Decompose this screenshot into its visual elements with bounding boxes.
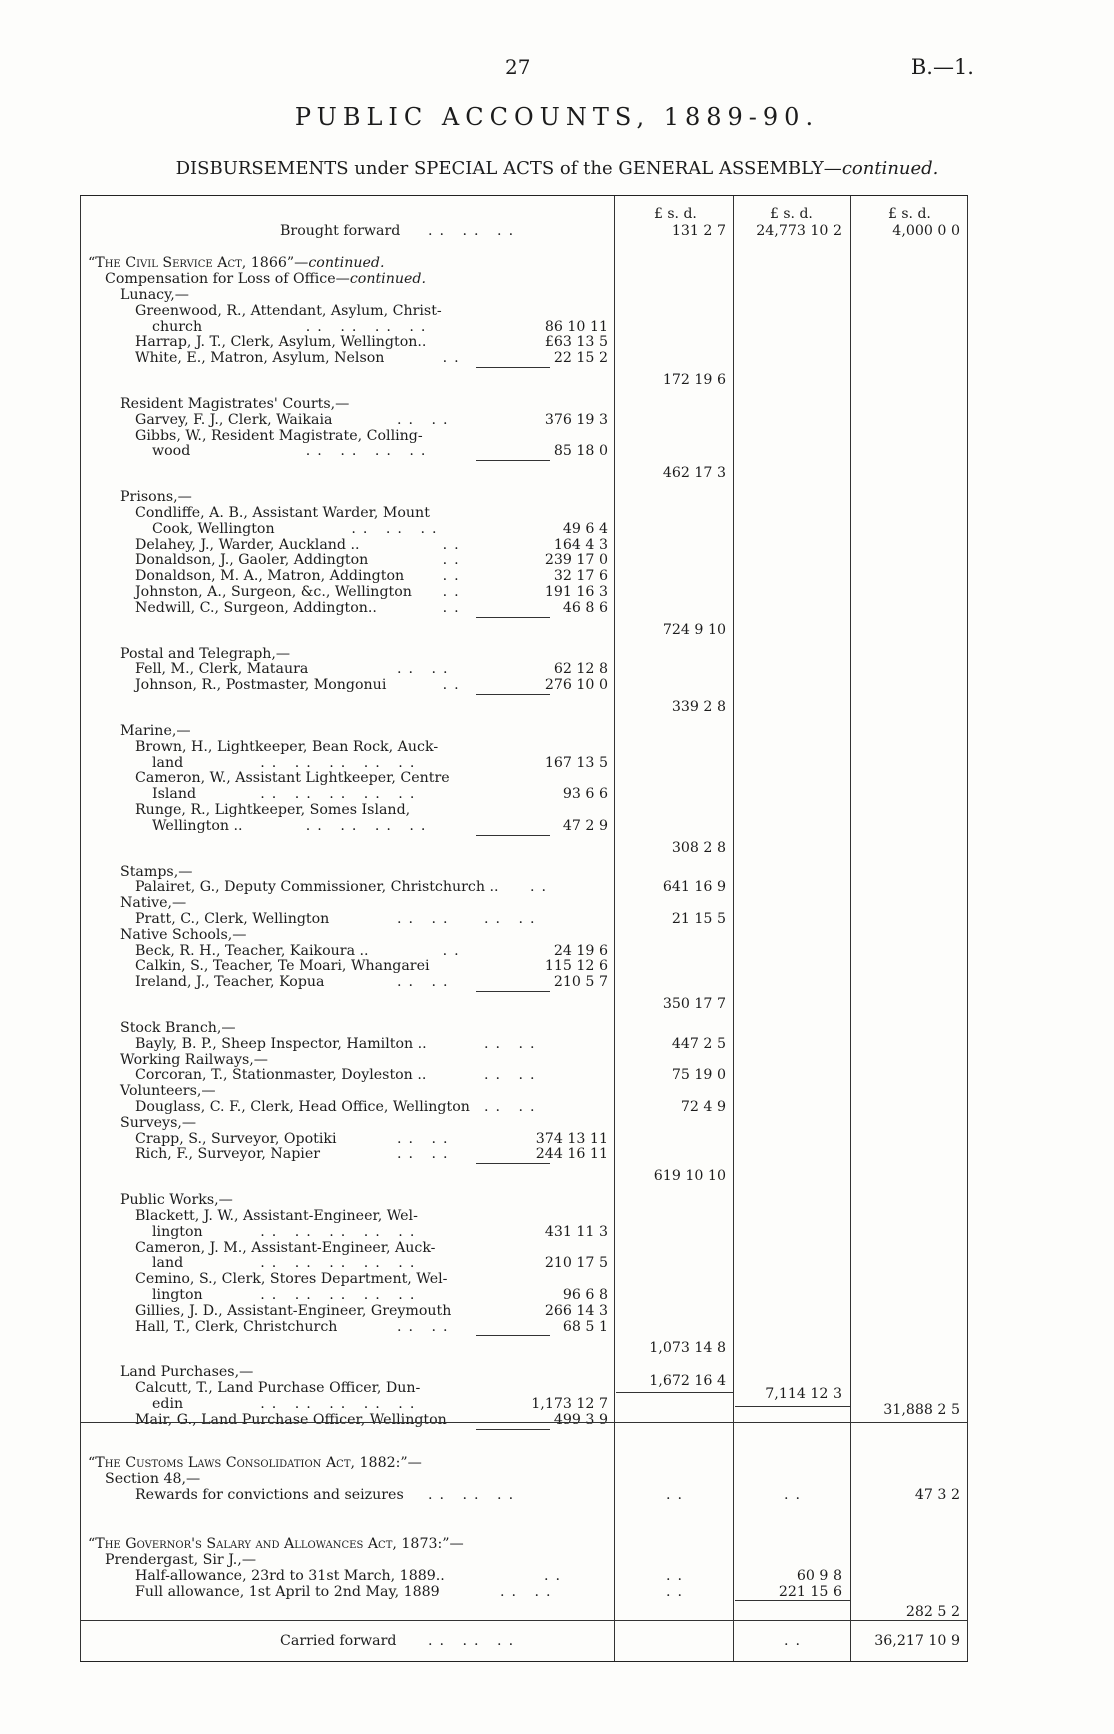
ledger-line: land .. .. .. .. .. 167 13 5 (152, 754, 608, 771)
ledger-line: Douglass, C. F., Clerk, Head Office, Wellington .. .. 72 4 9 (135, 1099, 726, 1115)
brought-forward-row: Brought forward .. .. .. 131 2 7 24,773 10 2 4,000 0 0 (280, 223, 960, 239)
section-heading: Stock Branch,— (120, 1020, 236, 1036)
ledger-line: Delahey, J., Warder, Auckland .. .. 164 4 3 (135, 536, 608, 553)
disbursements-table (80, 195, 968, 1662)
section-heading: Postal and Telegraph,— (120, 645, 291, 662)
ledger-line: White, E., Matron, Asylum, Nelson .. 22 15 2 (135, 350, 608, 367)
subtotal-row: 462 17 3 (662, 465, 726, 482)
ledger-line: Fell, M., Clerk, Mataura .. .. 62 12 8 (135, 661, 608, 678)
page-title: PUBLIC ACCOUNTS, 1889-90. (294, 103, 820, 131)
subtotal-row: 172 19 6 (662, 372, 726, 388)
ledger-line: Johnston, A., Surgeon, &c., Wellington .. 191 16 3 (135, 584, 608, 600)
section-heading: Lunacy,— (120, 287, 189, 303)
ledger-line: Hall, T., Clerk, Christchurch .. .. 68 5 1 (135, 1318, 608, 1335)
ledger-line: Greenwood, R., Attendant, Asylum, Christ- (135, 302, 442, 319)
col4-header: £ s. d. (888, 206, 931, 222)
section-heading: Working Railways,— (120, 1051, 268, 1068)
ledger-line: Brown, H., Lightkeeper, Bean Rock, Auck- (135, 738, 439, 755)
section-heading: Resident Magistrates' Courts,— (120, 396, 350, 412)
compensation-heading: Compensation for Loss of Office—continued. (105, 271, 426, 287)
ledger-line: Harrap, J. T., Clerk, Asylum, Wellington.. £63 13 5 (135, 334, 608, 351)
ledger-line: Cameron, W., Assistant Lightkeeper, Centre (135, 770, 450, 787)
ledger-line: Johnson, R., Postmaster, Mongonui .. 276 10 0 (135, 677, 608, 694)
customs-section: Section 48,— (105, 1471, 201, 1487)
customs-act: “The Customs Laws Consolidation Act, 1882:”— (88, 1455, 422, 1471)
section-heading: Prisons,— (120, 489, 192, 506)
ledger-line: Pratt, C., Clerk, Wellington .. .. .. .. 21 15 5 (135, 911, 726, 927)
ledger-line: lington .. .. .. .. .. 431 11 3 (152, 1223, 608, 1240)
ledger-line: Bayly, B. P., Sheep Inspector, Hamilton .. .. .. 447 2 5 (135, 1035, 726, 1052)
section-heading: Stamps,— (120, 863, 193, 880)
section-heading: Native Schools,— (120, 926, 247, 943)
ledger-line: Ireland, J., Teacher, Kopua .. .. 210 5 7 (135, 974, 608, 991)
subtotal-row: 308 2 8 (671, 839, 726, 856)
full-allowance-row: Full allowance, 1st April to 2nd May, 1889 .. .. .. 221 15 6 (135, 1584, 842, 1600)
col3-header: £ s. d. (770, 206, 813, 222)
subtitle-main: DISBURSEMENTS under SPECIAL ACTS of the GENERAL ASSEMBLY— (175, 158, 842, 179)
ledger-line: Island .. .. .. .. .. 93 6 6 (152, 786, 608, 803)
ledger-line: Cemino, S., Clerk, Stores Department, Wel- (135, 1271, 448, 1288)
page-subtitle (0, 158, 1114, 179)
col2-header: £ s. d. (654, 206, 697, 222)
ledger-line: Beck, R. H., Teacher, Kaikoura .. .. 24 19 6 (135, 942, 608, 959)
ledger-line: Calcutt, T., Land Purchase Officer, Dun- (135, 1380, 421, 1397)
section-heading: Volunteers,— (120, 1083, 216, 1100)
ledger-line: Nedwill, C., Surgeon, Addington.. .. 46 8 6 (135, 599, 608, 616)
governor-person: Prendergast, Sir J.,— (105, 1552, 257, 1568)
ledger-line: Wellington .. .. .. .. .. 47 2 9 (152, 817, 608, 834)
civil-service-grand-total: 31,888 2 5 (883, 1402, 960, 1418)
ledger-line: Gillies, J. D., Assistant-Engineer, Greymouth 266 14 3 (135, 1302, 608, 1319)
land-purchase-total: 1,672 16 4 (649, 1373, 726, 1389)
ledger-line: lington .. .. .. .. .. 96 6 8 (152, 1287, 608, 1303)
subtotal-row: 339 2 8 (671, 699, 726, 715)
civil-service-act: “The Civil Service Act, 1866”—continued. (88, 255, 385, 271)
ledger-line: Calkin, S., Teacher, Te Moari, Whangarei 115 12 6 (135, 958, 608, 975)
page-number: 27 (505, 55, 531, 79)
section-heading: Surveys,— (120, 1114, 197, 1131)
carried-forward-row: Carried forward .. .. .. .. 36,217 10 9 (280, 1633, 960, 1649)
ledger-line: Mair, G., Land Purchase Officer, Wellington 499 3 9 (135, 1411, 608, 1428)
subtitle-continued: continued. (841, 158, 939, 179)
document-reference: B.—1. (910, 55, 974, 79)
section-heading: Public Works,— (120, 1192, 233, 1209)
subtotal-row: 724 9 10 (662, 621, 726, 638)
ledger-line: Blackett, J. W., Assistant-Engineer, Wel- (135, 1208, 418, 1224)
governor-total: 282 5 2 (905, 1604, 960, 1620)
ledger-line: Garvey, F. J., Clerk, Waikaia .. .. 376 19 3 (135, 411, 608, 428)
ledger-line: Cameron, J. M., Assistant-Engineer, Auck- (135, 1239, 436, 1256)
section-heading: Native,— (120, 895, 187, 912)
ledger-line: Runge, R., Lightkeeper, Somes Island, (135, 802, 411, 818)
ledger-line: Palairet, G., Deputy Commissioner, Christchurch .. .. 641 16 9 (135, 879, 726, 896)
subtotal-row: 619 10 10 (653, 1168, 726, 1185)
ledger-line: church .. .. .. .. 86 10 11 (152, 318, 608, 335)
section-heading: Land Purchases,— (120, 1364, 254, 1381)
section-heading: Marine,— (120, 723, 191, 739)
civil-service-total: 7,114 12 3 (765, 1386, 842, 1402)
subtotal-row: 350 17 7 (662, 996, 726, 1012)
ledger-line: wood .. .. .. .. 85 18 0 (152, 443, 608, 460)
ledger-line: edin .. .. .. .. .. 1,173 12 7 (152, 1396, 608, 1412)
half-allowance-row: Half-allowance, 23rd to 31st March, 1889.. .. .. 60 9 8 (135, 1568, 842, 1584)
ledger-line: Rich, F., Surveyor, Napier .. .. 244 16 11 (135, 1146, 608, 1163)
ledger-line: Crapp, S., Surveyor, Opotiki .. .. 374 13 11 (135, 1130, 608, 1147)
customs-rewards-row: Rewards for convictions and seizures .. .. .. .. .. 47 3 2 (135, 1487, 960, 1503)
ledger-line: Donaldson, M. A., Matron, Addington .. 32 17 6 (135, 568, 608, 585)
ledger-line: land .. .. .. .. .. 210 17 5 (152, 1255, 608, 1272)
ledger-line: Donaldson, J., Gaoler, Addington .. 239 17 0 (135, 552, 608, 569)
ledger-line: Gibbs, W., Resident Magistrate, Colling- (135, 427, 423, 444)
ledger-line: Cook, Wellington .. .. .. 49 6 4 (152, 520, 608, 537)
ledger-line: Corcoran, T., Stationmaster, Doyleston .. .. .. 75 19 0 (135, 1067, 726, 1084)
subtotal-row: 1,073 14 8 (649, 1340, 726, 1357)
governor-act: “The Governor's Salary and Allowances Act, 1873:”— (88, 1536, 464, 1552)
ledger-line: Condliffe, A. B., Assistant Warder, Mount (135, 505, 430, 521)
